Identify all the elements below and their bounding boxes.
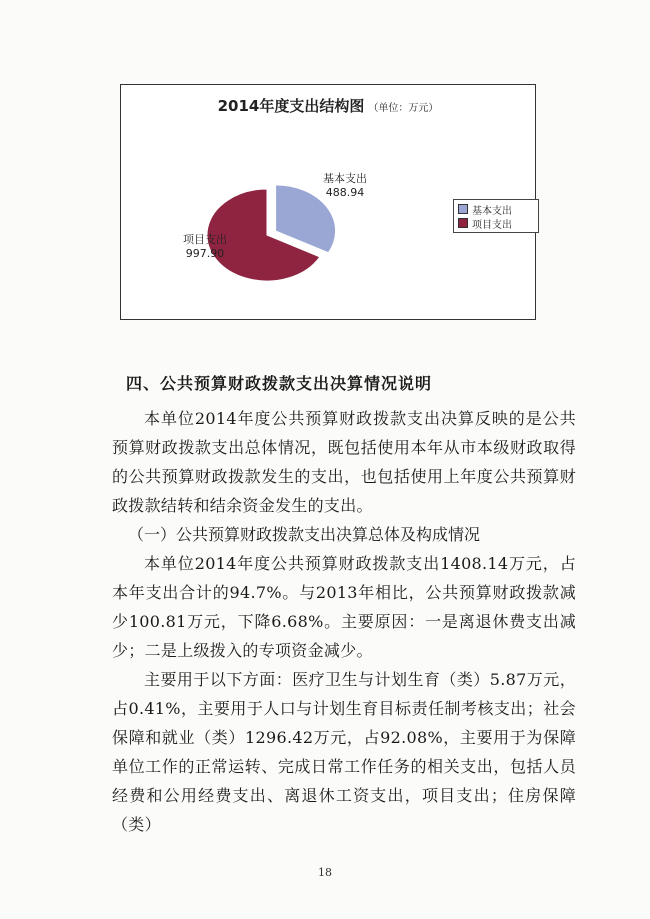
chart-unit: （单位：万元）: [368, 103, 439, 114]
chart-legend: [453, 199, 539, 233]
paragraph-1: 本单位2014年度公共预算财政拨款支出决算反映的是公共预算财政拨款支出总体情况，既包括使用本年从市本级财政取得的公共预算财政拨款发生的支出，也包括使用上年度公共预算财政拨款结转和结余资金发生的支出。: [112, 409, 576, 515]
slice-name-basic: 基本支出: [323, 172, 367, 185]
slice-value-project: 997.90: [185, 247, 225, 260]
sub-heading: （一）公共预算财政拨款支出决算总体及构成情况: [128, 525, 481, 544]
chart-title-text: 2014年度支出结构图: [217, 97, 365, 115]
legend-item-basic: [458, 202, 534, 216]
legend-label-project: 项目支出: [472, 219, 512, 231]
slice-label-basic: [323, 172, 367, 200]
paragraph-3: 主要用于以下方面：医疗卫生与计划生育（类）5.87万元，占0.41%，主要用于人口与计划生育目标责任制考核支出；社会保障和就业（类）1296.42万元，占92.08%，主要用于为保障单位工作的正常运转、完成日常工作任务的相关支出，包括人员经费和公用经费支出、离退休工资支出，项目支出；住房保障（类）: [112, 670, 576, 834]
legend-label-basic: 基本支出: [472, 205, 512, 217]
slice-value-basic: 488.94: [325, 186, 365, 199]
slice-label-project: [183, 233, 227, 261]
legend-swatch-basic: [458, 204, 468, 214]
slice-name-project: 项目支出: [183, 233, 227, 246]
legend-item-project: [458, 216, 534, 230]
chart-frame: [120, 84, 536, 320]
legend-swatch-project: [458, 218, 468, 228]
section-heading: 四、公共预算财政拨款支出决算情况说明: [126, 374, 433, 393]
paragraph-2: 本单位2014年度公共预算财政拨款支出1408.14万元，占本年支出合计的94.7%。与2013年相比，公共预算财政拨款减少100.81万元，下降6.68%。主要原因：一是离退休费支出减少；二是上级拨入的专项资金减少。: [112, 554, 576, 660]
page-number: 18: [318, 866, 332, 879]
main-content: [112, 371, 576, 839]
